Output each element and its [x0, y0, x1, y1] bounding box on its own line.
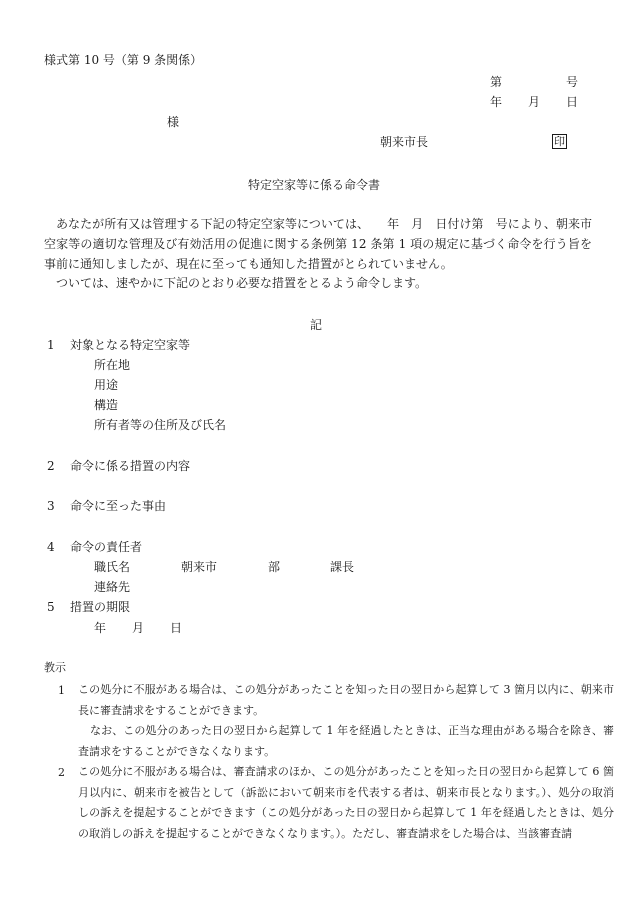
notice2-text: この処分に不服がある場合は、審査請求のほか、この処分があったことを知った日の翌日から起算して 6 箇月以内に、朝来市を被告として（訴訟において朝来市を代表する者は、朝来市長となります。）、処分の取消しの訴えを提起することができます（この処分があった日の翌日から起算して 1 年を経過したときは、処分の取消しの訴えを提起することができなくなります。）。ただし、審査請求をした場合は、当該審査請 — [78, 765, 614, 840]
item1-owner: 所有者等の住所及び氏名 — [94, 418, 227, 432]
notice1-sub: なお、この処分のあった日の翌日から起算して 1 年を経過したときは、正当な理由がある場合を除き、審査請求をすることができなくなります。 — [78, 724, 614, 758]
item4-city: 朝来市 — [181, 560, 218, 574]
body-paragraph-2: ついては、速やかに下記のとおり必要な措置をとるよう命令します。 — [56, 276, 428, 290]
issuer: 朝来市長 — [380, 135, 429, 149]
seal-box — [552, 134, 567, 149]
notice-heading: 教示 — [44, 661, 66, 674]
item4-number: 4 — [47, 540, 55, 554]
item3-label: 命令に至った事由 — [70, 499, 167, 513]
item5-day: 日 — [170, 621, 183, 635]
item2-number: 2 — [47, 459, 55, 473]
item4-label: 命令の責任者 — [70, 540, 143, 554]
body-paragraph-1: あなたが所有又は管理する下記の特定空家等については、 年 月 日付け第 号により、朝来市空家等の適切な管理及び有効活用の促進に関する条例第 12 条第 1 項の規定に基づく命令を行う旨を事前に通知しましたが、現在に至っても通知した措置がとられていません。 — [44, 217, 592, 271]
item5-number: 5 — [47, 600, 55, 614]
notice1-number: 1 — [58, 684, 65, 697]
item1-label: 対象となる特定空家等 — [70, 338, 191, 352]
item4-section: 課長 — [330, 560, 355, 574]
seal-mark: 印 — [554, 135, 565, 148]
item3-number: 3 — [47, 499, 55, 513]
item1-number: 1 — [47, 338, 55, 352]
item5-month: 月 — [132, 621, 145, 635]
addressee-suffix: 様 — [167, 115, 180, 129]
date-month: 月 — [528, 95, 541, 109]
doc-number-prefix: 第 — [490, 75, 503, 89]
item5-label: 措置の期限 — [70, 600, 131, 614]
item1-use: 用途 — [94, 378, 119, 392]
document-title: 特定空家等に係る命令書 — [248, 178, 381, 192]
form-number: 様式第 10 号（第 9 条関係） — [44, 53, 203, 67]
item5-year: 年 — [94, 621, 107, 635]
doc-number-suffix: 号 — [566, 75, 579, 89]
date-day: 日 — [566, 95, 579, 109]
item1-location: 所在地 — [94, 358, 131, 372]
notice1-text — [78, 680, 614, 721]
notice1-body: この処分に不服がある場合は、この処分があったことを知った日の翌日から起算して 3 箇月以内に、朝来市長に審査請求をすることができます。 — [78, 683, 614, 717]
ki-heading: 記 — [310, 318, 323, 332]
item4-title-name: 職氏名 — [94, 560, 131, 574]
item2-label: 命令に係る措置の内容 — [70, 459, 191, 473]
item4-dept: 部 — [268, 560, 281, 574]
item1-structure: 構造 — [94, 398, 119, 412]
date-year: 年 — [490, 95, 503, 109]
item4-contact: 連絡先 — [94, 580, 131, 594]
notice2-number: 2 — [58, 766, 65, 779]
